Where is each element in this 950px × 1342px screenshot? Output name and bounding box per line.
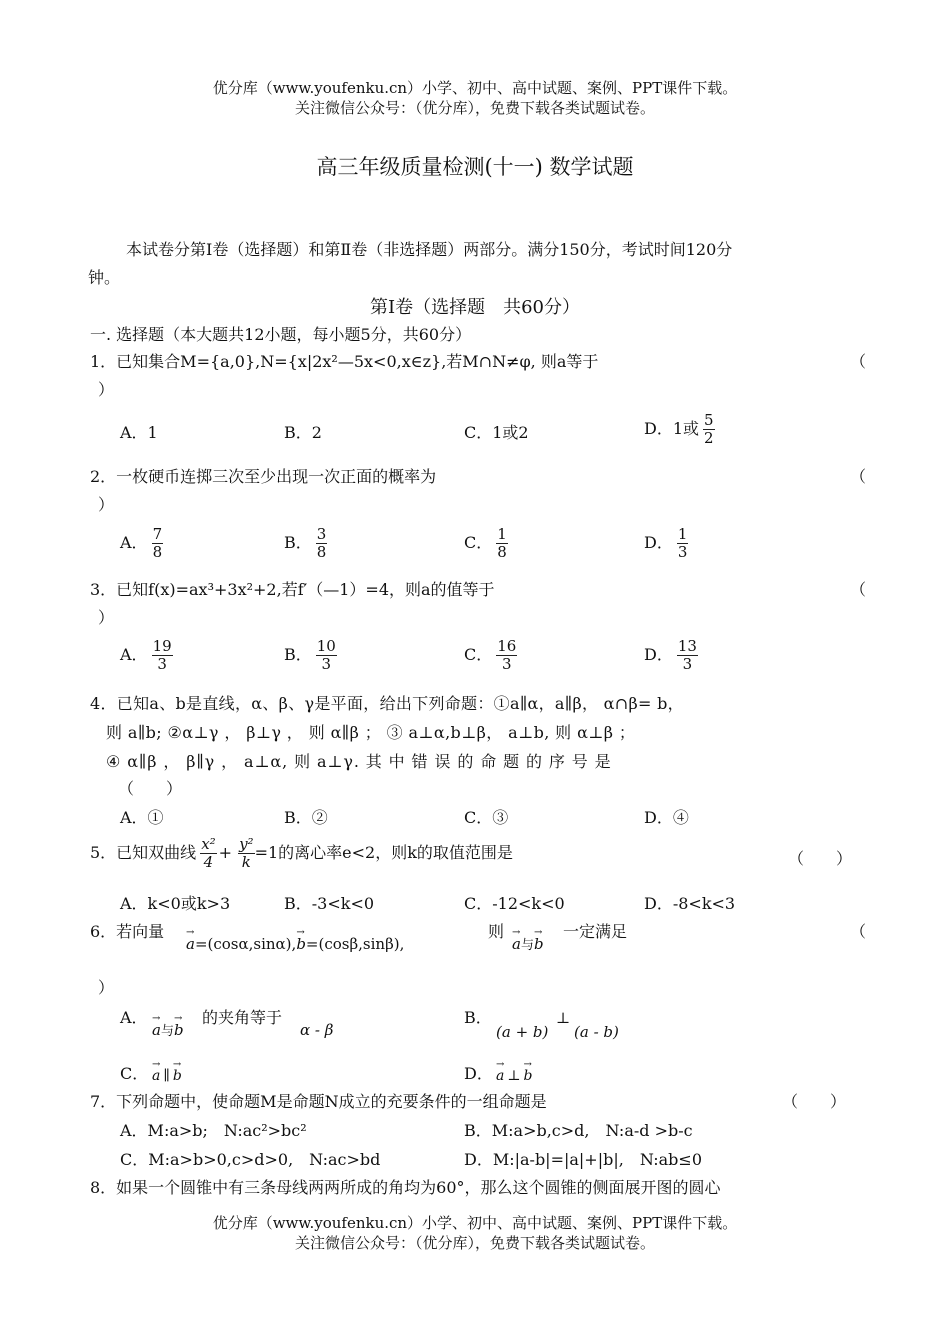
q5-stem-post: 的离心率e<2，则k的取值范围是	[278, 843, 513, 862]
q1-option-d-label: D．1或	[644, 419, 700, 438]
q6-option-b-expr1: (a + b)	[496, 1023, 549, 1041]
q5-fraction-y	[238, 836, 255, 871]
header-line-2: 关注微信公众号：（优分库），免费下载各类试题试卷。	[294, 99, 655, 117]
q3-a-den: 3	[157, 655, 167, 673]
q2-b-num: 3	[316, 525, 327, 543]
q4-line-3: ④ α∥β ， β∥γ ， a⊥α, 则 a⊥γ. 其 中 错 误 的 命 题 的 序 号 是	[106, 752, 612, 771]
q6-c-vector-b: → b	[173, 1066, 182, 1086]
q5-k: k	[241, 853, 251, 871]
q2-c-label: C．	[464, 533, 493, 552]
q5-option-c: C．-12<k<0	[464, 894, 565, 913]
q2-a-label: A．	[120, 533, 148, 552]
page-title: 高三年级质量检测(十一) 数学试题	[316, 155, 634, 179]
q2-option-a	[120, 526, 163, 561]
q2-b-label: B．	[284, 533, 312, 552]
q2-b-den: 8	[316, 543, 327, 561]
q7-option-d: D．M:|a-b|=|a|+|b|, N:ab≤0	[464, 1150, 703, 1169]
intro-line-1: 本试卷分第Ⅰ卷（选择题）和第Ⅱ卷（非选择题）两部分。满分150分，考试时间120分	[126, 240, 733, 259]
q2-d-den: 3	[677, 543, 688, 561]
section-title: 第Ⅰ卷（选择题 共60分）	[369, 297, 580, 318]
q1-option-a: A．1	[120, 423, 158, 442]
q7-option-b: B．M:a>b,c>d, N:a-d >b-c	[464, 1121, 693, 1140]
q5-stem	[90, 836, 513, 871]
q5-option-a: A．k<0或k>3	[120, 894, 231, 913]
q5-stem-pre: 5．已知双曲线	[90, 843, 197, 862]
q6-vector-a: → a	[186, 934, 195, 954]
footer-line-1: 优分库（www.youfenku.cn）小学、初中、高中试题、案例、PPT课件下载。	[212, 1214, 738, 1232]
q6-paren-open: （	[850, 922, 867, 941]
q2-paren-close: ）	[98, 495, 115, 514]
q6-option-d-expr	[496, 1066, 533, 1086]
q5-four: 4	[203, 853, 214, 871]
q2-paren-open: （	[850, 467, 867, 486]
q1-option-d	[644, 412, 715, 447]
q6-option-b-expr2: (a - b)	[574, 1023, 619, 1041]
q2-c-den: 8	[497, 543, 507, 561]
q3-b-fraction	[316, 638, 337, 673]
q5-option-b: B．-3<k<0	[284, 894, 375, 913]
q1-d-numerator: 5	[704, 411, 714, 429]
q3-b-num: 10	[316, 637, 336, 655]
q6-c-rel: ∥	[163, 1068, 170, 1084]
q2-d-fraction	[677, 526, 689, 561]
q2-option-b	[284, 526, 327, 561]
q6-vector-a2: → a	[512, 934, 521, 954]
q4-option-c: C．③	[464, 808, 509, 827]
q5-eq: =1	[254, 843, 279, 862]
q1-paren-close: ）	[98, 380, 115, 399]
q1-option-b: B．2	[284, 423, 322, 442]
q6-option-c-label: C．	[120, 1064, 149, 1083]
q4-option-d: D．④	[644, 808, 689, 827]
q6-formula	[186, 934, 404, 954]
q2-c-num: 1	[497, 525, 507, 543]
q3-option-d	[644, 638, 698, 673]
header-line-1: 优分库（www.youfenku.cn）小学、初中、高中试题、案例、PPT课件下载。	[212, 79, 738, 97]
q4-paren: （ ）	[118, 779, 183, 798]
q3-a-label: A．	[120, 645, 148, 664]
q5-x2: x²	[201, 835, 216, 853]
q6-option-a-vectors	[152, 1020, 184, 1042]
q6-vector-b2: → b	[534, 934, 544, 954]
q6-a-yu: 与	[160, 1024, 174, 1039]
q5-fraction-x	[200, 836, 216, 871]
q5-option-d: D．-8<k<3	[644, 894, 736, 913]
q2-a-fraction	[152, 526, 164, 561]
q6-paren-close: ）	[98, 978, 115, 997]
q8-stem: 8．如果一个圆锥中有三条母线两两所成的角均为60°，那么这个圆锥的侧面展开图的圆心	[90, 1178, 721, 1197]
intro-line-2: 钟。	[88, 268, 121, 287]
q6-option-a-label: A．	[120, 1008, 148, 1027]
q6-formula-a: =(cosα,sinα),	[194, 935, 297, 953]
q3-c-label: C．	[464, 645, 493, 664]
q7-option-a: A．M:a>b; N:ac²>bc²	[120, 1121, 307, 1140]
q1-paren-open: （	[850, 352, 867, 371]
q3-d-den: 3	[682, 655, 693, 673]
q2-a-den: 8	[152, 543, 163, 561]
q3-d-fraction	[677, 638, 698, 673]
q3-option-c	[464, 638, 517, 673]
q5-plus: +	[218, 843, 233, 862]
q4-option-b: B．②	[284, 808, 328, 827]
q6-option-a-expr: α - β	[300, 1021, 334, 1039]
q3-b-label: B．	[284, 645, 312, 664]
q6-c-vector-a: → a	[152, 1066, 160, 1086]
q6-d-vector-b: → b	[524, 1066, 533, 1086]
q2-c-fraction	[496, 526, 508, 561]
q3-c-num: 16	[497, 637, 517, 655]
q2-option-d	[644, 526, 688, 561]
q2-b-fraction	[316, 526, 328, 561]
q3-paren-open: （	[850, 580, 867, 599]
q2-a-num: 7	[152, 525, 163, 543]
q3-a-num: 19	[152, 637, 172, 655]
q6-a-vector-a: → a	[152, 1020, 161, 1040]
q3-d-label: D．	[644, 645, 673, 664]
part-heading: 一. 选择题（本大题共12小题，每小题5分，共60分）	[90, 325, 472, 344]
q1-option-d-fraction	[703, 412, 715, 447]
q2-d-num: 1	[677, 525, 688, 543]
q1-stem: 1．已知集合M={a,0},N={x|2x²—5x<0,x∈z},若M∩N≠φ, 则a等于	[90, 352, 599, 371]
q3-b-den: 3	[321, 655, 332, 673]
q1-d-denominator: 2	[704, 429, 714, 447]
q6-formula-b: =(cosβ,sinβ),	[305, 935, 405, 953]
q4-line-1: 4．已知a、b是直线，α、β、γ是平面，给出下列命题：①a∥α，a∥β， α∩β= b，	[90, 694, 684, 713]
q6-option-d-label: D．	[464, 1064, 493, 1083]
q6-a-vector-b: → b	[174, 1020, 184, 1040]
footer-line-2: 关注微信公众号：（优分库），免费下载各类试题试卷。	[294, 1234, 655, 1252]
q6-yu: 与	[520, 938, 534, 953]
q2-d-label: D．	[644, 533, 673, 552]
q3-stem: 3．已知f(x)=ax³+3x²+2,若f′（—1）=4，则a的值等于	[90, 580, 495, 599]
q3-option-b	[284, 638, 337, 673]
q3-c-den: 3	[502, 655, 512, 673]
q5-paren: （ ）	[788, 849, 853, 868]
q6-option-b-label: B．	[464, 1008, 492, 1027]
q6-vectors	[512, 934, 544, 956]
q6-then: 则	[488, 922, 505, 941]
q3-d-num: 13	[677, 637, 697, 655]
q3-paren-close: ）	[98, 608, 115, 627]
q7-option-c: C．M:a>b>0,c>d>0, N:ac>bd	[120, 1150, 381, 1169]
q6-stem-post: 一定满足	[563, 922, 628, 941]
q2-option-c	[464, 526, 508, 561]
q6-stem-pre: 6．若向量	[90, 922, 165, 941]
q2-stem: 2．一枚硬币连掷三次至少出现一次正面的概率为	[90, 467, 437, 486]
q3-c-fraction	[496, 638, 517, 673]
q6-option-c-expr	[152, 1066, 182, 1086]
q6-d-rel: ⊥	[507, 1068, 521, 1084]
q4-line-2: 则 a∥b; ②α⊥γ ， β⊥γ ， 则 α∥β ； ③ a⊥α,b⊥β， a⊥b, 则 α⊥β ；	[106, 723, 636, 742]
q7-paren: （ ）	[782, 1092, 847, 1111]
q3-option-a	[120, 638, 173, 673]
q5-y2: y²	[239, 835, 254, 853]
q6-option-a-text: 的夹角等于	[202, 1008, 283, 1027]
q1-option-c: C．1或2	[464, 423, 529, 442]
q7-stem: 7．下列命题中，使命题M是命题N成立的充要条件的一组命题是	[90, 1092, 547, 1111]
q6-option-b-perp: ⊥	[556, 1009, 571, 1027]
q6-vector-b: → b	[296, 934, 306, 954]
q4-option-a: A．①	[120, 808, 164, 827]
q3-a-fraction	[152, 638, 173, 673]
q6-d-vector-a: → a	[496, 1066, 504, 1086]
